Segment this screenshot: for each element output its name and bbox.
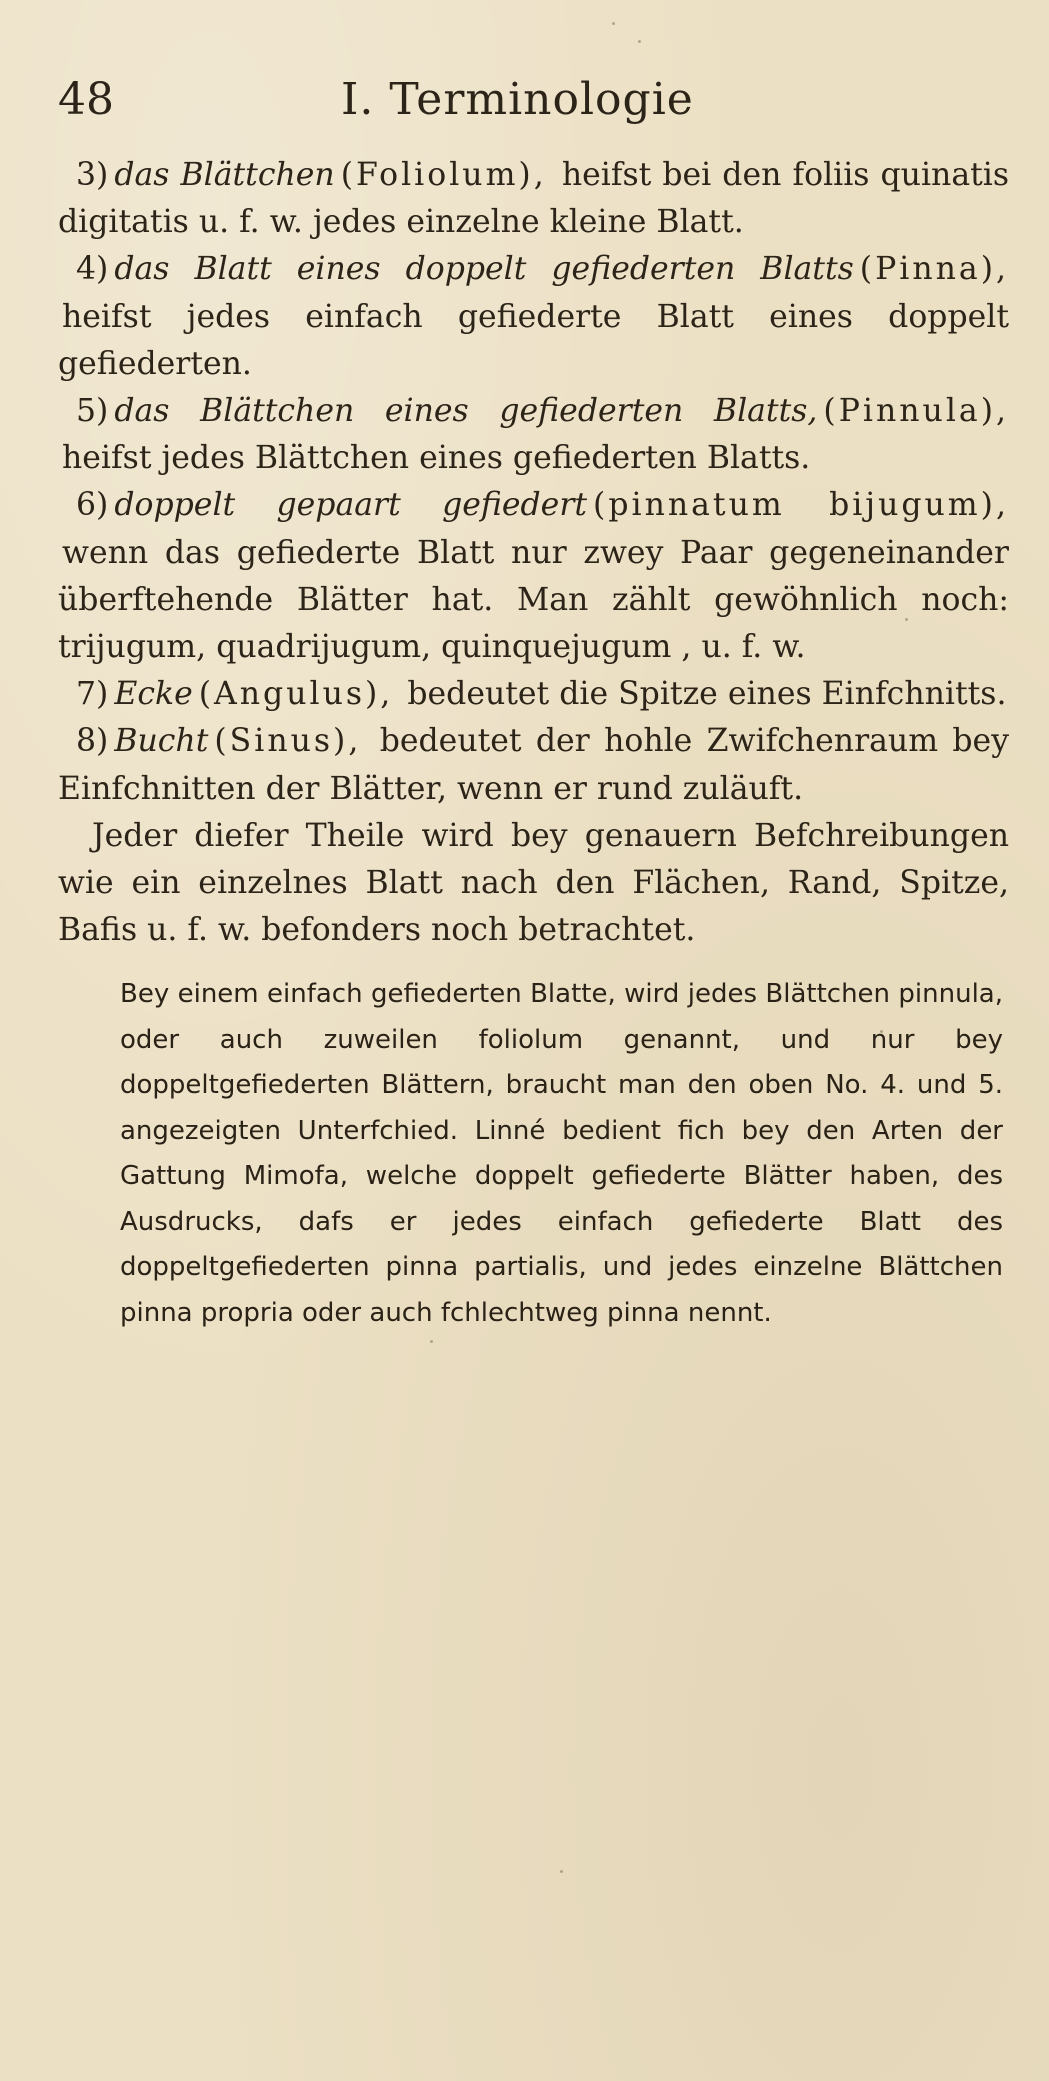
entry-term: doppelt gepaart gefiedert <box>114 487 588 524</box>
entry-number: 6) <box>76 487 109 524</box>
entry-text: heifst jedes einfach gefiederte Blatt eines doppelt gefiederten. <box>58 298 1009 382</box>
entry-text: heifst jedes Blättchen eines gefiederten Blatts. <box>62 440 811 477</box>
entry-term: das Blättchen <box>114 157 335 193</box>
running-head: I. Terminologie <box>341 74 694 125</box>
entry-text: heifst bei den foliis quinatis digitatis u. f. w. jedes einzelne kleine Blatt. <box>58 157 1010 241</box>
entry-number: 5) <box>76 393 109 430</box>
entry-4 <box>58 246 1009 388</box>
entry-text: bedeutet der hohle Zwifchenraum bey Einfchnitten der Blätter, wenn er rund zuläuft. <box>58 723 1009 807</box>
entry-7 <box>58 671 1009 718</box>
page-number: 48 <box>58 74 114 125</box>
entry-number: 7) <box>76 676 109 713</box>
entry-latin: (pinnatum bijugum), <box>593 487 1009 524</box>
entry-latin: (Sinus), <box>214 723 362 760</box>
entry-number: 8) <box>76 723 109 760</box>
entry-latin: (Pinna), <box>859 251 1009 288</box>
entry-term: Ecke <box>114 676 193 713</box>
entry-latin: (Foliolum), <box>340 157 547 193</box>
entry-5 <box>58 388 1009 482</box>
entry-latin: (Pinnula), <box>823 393 1009 430</box>
entry-number: 3) <box>76 157 109 193</box>
page-header <box>58 74 1009 144</box>
entry-term: das Blatt eines doppelt gefiederten Blatts <box>114 251 854 288</box>
entry-number: 4) <box>76 251 109 288</box>
main-text <box>58 152 1009 954</box>
entry-8 <box>58 718 1009 812</box>
footnote: Bey einem einfach gefiederten Blatte, wird jedes Blättchen pinnula, oder auch zuweilen foliolum genannt, und nur bey doppeltgefiederten Blättern, braucht man den oben No. 4. und 5. angezeigten Unterfchied. Linné bedient fich bey den Arten der Gattung Mimofa, welche doppelt gefiederte Blätter haben, des Ausdrucks, dafs er jedes einfach gefiederte Blatt des doppeltgefiederten pinna partialis, und jedes einzelne Blättchen pinna propria oder auch fchlechtweg pinna nennt. <box>120 979 1003 1328</box>
entry-latin: (Angulus), <box>198 676 394 713</box>
entry-term: Bucht <box>114 723 209 760</box>
entry-term: das Blättchen eines gefiederten Blatts, <box>114 393 818 430</box>
summary-paragraph: Jeder diefer Theile wird bey genauern Befchreibungen wie ein einzelnes Blatt nach den Flächen, Rand, Spitze, Bafis u. f. w. befonders noch betrachtet. <box>58 817 1009 949</box>
entry-6 <box>58 482 1009 671</box>
entry-text: bedeutet die Spitze eines Einfchnitts. <box>407 676 1007 713</box>
entry-text: wenn das gefiederte Blatt nur zwey Paar gegeneinander überftehende Blätter hat. Man zählt gewöhnlich noch: trijugum, quadrijugum, quinquejugum , u. f. w. <box>58 534 1009 666</box>
entry-3 <box>58 152 1009 246</box>
